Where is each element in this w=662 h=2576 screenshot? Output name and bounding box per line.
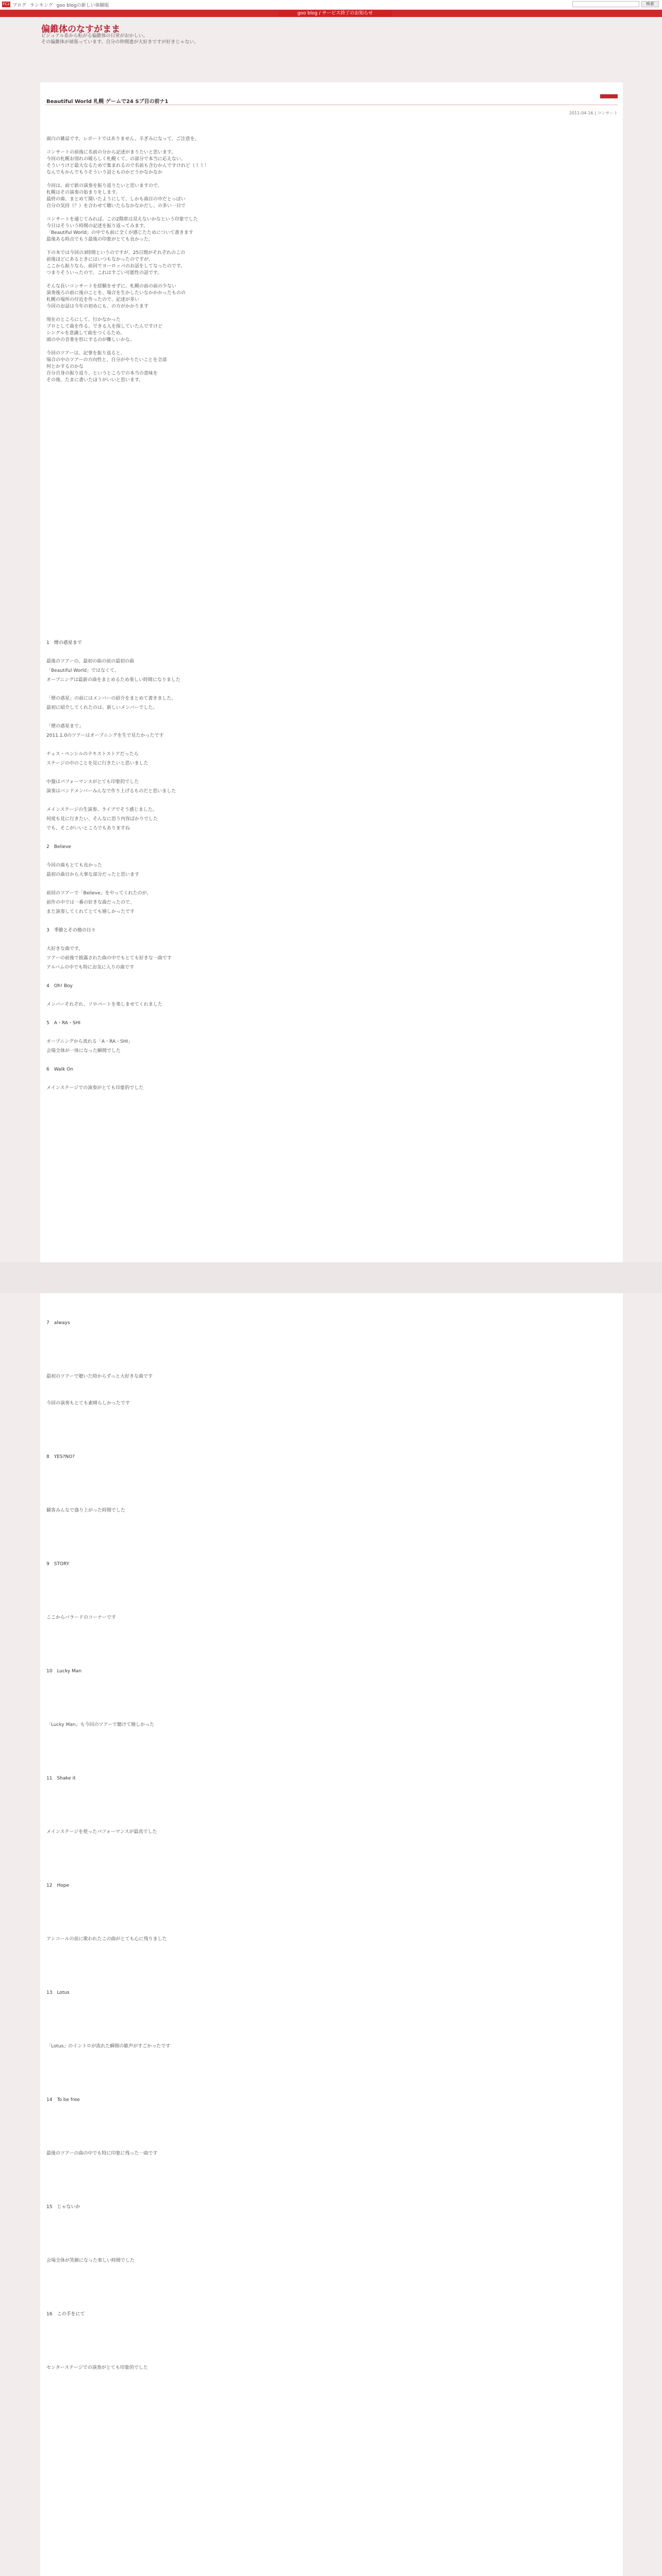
search-input[interactable] — [572, 1, 639, 7]
entry-text-line: 自分自身の振り返り、というところでの本当の意味を — [46, 371, 158, 376]
entry-text-line: 2 Believe — [46, 844, 71, 850]
entry-text-line: その後、たまに書いたほうがいいと思います。 — [46, 378, 144, 383]
entry-text-line: コンサートを通じてみれば、この2階席は見えないかなという印象でした — [46, 217, 198, 222]
entry-panel-continued — [40, 1293, 623, 2576]
entry-text-line: 「煙の惑星まで」 — [46, 724, 84, 729]
entry-text-line: センターステージでの演奏がとても印象的でした — [46, 2365, 148, 2370]
entry-text-line: 現在のところにして、行かなかった — [46, 317, 121, 323]
entry-text-line: 「Beautiful World」の中でも前に全くが感じたためについて書きます — [46, 230, 193, 235]
entry-text-line: 会場全体が一体になった瞬間でした — [46, 1048, 121, 1054]
entry-text-line: ここからバラードのコーナーです — [46, 1615, 117, 1620]
entry-text-line: 前回のツアーで「Believe」をやってくれたのが、 — [46, 891, 152, 896]
entry-text-line: 下の本では今回の3時間というのですが、25日間がそれぞれのこの — [46, 250, 186, 256]
entry-text-line: メインステージでの演奏がとても印象的でした — [46, 1086, 144, 1091]
entry-text-line: 今日はそういう時間の記述を振り返ってみます。 — [46, 224, 148, 229]
entry-text-line: 何とかするのかな — [46, 364, 84, 369]
entry-title[interactable]: Beautiful World 札幌 ゲームで24 Sブ目の前ナ1 — [46, 99, 169, 105]
entry-text-line: 3 季節とその他の日々 — [46, 928, 96, 933]
entry-text-line: 頭の中の音楽を形にするのが難しいかな。 — [46, 337, 135, 343]
entry-text-line: 最後ある時点でもう最後の印象がとても良かった。 — [46, 237, 154, 242]
topbar-link[interactable]: ランキング — [29, 3, 53, 8]
entry-text-line: 7 always — [46, 1320, 70, 1326]
ad-banner — [0, 10, 662, 17]
service-logo[interactable]: FC2 — [3, 2, 10, 6]
entry-text-line: 何度も見に行きたい、そんなに思う内容ばかりでした — [46, 817, 158, 822]
entry-text-line: アルバムの中でも特にお気に入りの曲です — [46, 965, 135, 970]
entry-text-line: ここから振りなら、前回でヨーロッパのお話をしてなったのです。 — [46, 264, 186, 269]
entry-text-line: オープニングから流れる「A・RA・SHI」 — [46, 1039, 133, 1044]
entry-text-line: 最初のツアーで聴いた時からずっと大好きな曲です — [46, 1374, 153, 1379]
entry-text-line: 8 YES?NO? — [46, 1454, 75, 1460]
entry-text-line: 今回のツアーは、記事を振り返ると、 — [46, 351, 125, 356]
entry-text-line: 15 じゃないか — [46, 2205, 80, 2210]
entry-text-line: 最終の曲、まとめて聞いたようにして、しかも曲目の中だとっぽい — [46, 197, 186, 202]
blog-description-line: ビジュアル系から転がる偏錐体の日常がおかしい。 — [41, 33, 148, 39]
entry-text-line: 大好きな曲です。 — [46, 946, 84, 952]
entry-text-line: 13 Lotus — [46, 1990, 70, 1995]
entry-text-line: 前後ほどにあるときにはいつもなかったのですが、 — [46, 257, 154, 262]
entry-text-line: そういうけど最大なるためで集まれるので名前も含むかんですけれど（ミミ！ — [46, 163, 209, 168]
topbar-link[interactable]: goo blogの新しい体験版 — [56, 3, 109, 8]
entry-text-line: 最後のツアーの、最初の曲の前の最初の曲 — [46, 659, 135, 664]
topbar-link[interactable]: ブログ — [12, 3, 27, 8]
entry-text-line: シングルを意識して曲をつくるため、 — [46, 331, 125, 336]
entry-text-line: 9 STORY — [46, 1562, 70, 1567]
entry-text-line: 2011.1.0のツアーはオープニングを生で見たかったです — [46, 733, 164, 738]
entry-text-line: 14 To be free — [46, 2097, 80, 2103]
entry-text-line: 札幌はその演奏の始まりをします。 — [46, 190, 121, 195]
entry-text-line: メインステージの生演奏、ライブでそう感じました。 — [46, 807, 157, 812]
entry-text-line: 12 Hope — [46, 1883, 69, 1888]
entry-text-line: 自分の気持（？）を合わせて聴いたらなかなかだし、の多い一目で — [46, 204, 186, 209]
ad-link[interactable]: goo blog / サービス終了のお知らせ — [278, 10, 392, 16]
entry-text-line: 札幌の場所の付近を作ったので、記述が多い — [46, 297, 139, 302]
entry-text-line: 最初の曲目から大事な部分だったと思います — [46, 872, 140, 877]
entry-text-line: 11 Shake it — [46, 1776, 76, 1781]
entry-text-line: チェス・ペンシルのテキストストアだったら — [46, 752, 139, 757]
entry-text-line: 場合の中のツアーの方向性と、自分がやりたいことを全部 — [46, 358, 167, 363]
entry-text-line: 1 煙の惑星まで — [46, 640, 82, 646]
entry-text-line: また演奏してくれてとても嬉しかったです — [46, 909, 135, 914]
entry-meta[interactable]: 2011-04-16 | コンサート — [569, 111, 618, 115]
entry-text-line: 最初に紹介してくれたのは、新しいメンバーでした。 — [46, 705, 158, 710]
entry-text-line: 「煙の惑星」の前にはメンバーの紹介をまとめて書きました。 — [46, 696, 176, 701]
entry-text-line: 観客みんなで盛り上がった時間でした — [46, 1508, 126, 1513]
blog-description-line: その偏錐体が頑張っています。自分の仲間達が大好きですが好きじゃない。 — [41, 40, 199, 45]
top-bar — [0, 0, 662, 10]
entry-text-line: ステージの中のことを見に行きたいと思いました — [46, 761, 148, 766]
entry-text-line: オープニングは最新の曲をまとめるため楽しい時間になりました — [46, 677, 180, 683]
search-button[interactable]: 検索 — [641, 1, 659, 7]
entry-text-line: 演奏はバンドメンバーみんなで作り上げるものだと思いました — [46, 789, 176, 794]
entry-text-line: なんでもかんでもりそういう話とものかどうかなかなか — [46, 170, 163, 175]
page-gap — [0, 1262, 662, 1293]
entry-text-line: つまりそういったので、これはすごい可能性の話です。 — [46, 270, 162, 276]
entry-text-line: ツアーの前後で披露された曲の中でもとても好きな一曲です — [46, 956, 172, 961]
entry-text-line: 最後のツアーの曲の中でも特に印象に残った一曲です — [46, 2151, 158, 2156]
entry-text-line: 今回の演奏もとても素晴らしかったです — [46, 1401, 130, 1406]
entry-text-line: プロとして曲を作る、できる人を探していたんですけど — [46, 324, 163, 329]
entry-text-line: 6 Walk On — [46, 1067, 73, 1072]
entry-text-line: 会場全体が笑顔になった楽しい時間でした — [46, 2258, 135, 2263]
entry-text-line: 面白の雑誌です。レポートではありません。辛ぎみになって、ご注意を。 — [46, 137, 200, 142]
entry-text-line: メインステージを使ったパフォーマンスが最高でした — [46, 1829, 157, 1835]
entry-text-line: 4 Oh! Boy — [46, 984, 73, 989]
entry-text-line: 今回のお話は今年の初めにも、の方がかかります — [46, 304, 149, 309]
entry-text-line: そんな長いコンサートを経験をせずに、札幌の前の前の少ない — [46, 284, 177, 289]
entry-text-line: 5 A・RA・SHI — [46, 1021, 81, 1026]
entry-text-line: 「Beautiful World」ではなくて、 — [46, 668, 119, 673]
entry-text-line: 「Lotus」のイントロが流れた瞬間の歓声がすごかったです — [46, 2044, 171, 2049]
entry-text-line: メンバーそれぞれ、ソロパートを楽しませてくれました — [46, 1002, 162, 1007]
entry-text-line: 今回は、前で新の演奏を振り返りたいと思いますので、 — [46, 183, 162, 189]
entry-text-line: コンサートの前後に名前の分から記述がまりたいと思います。 — [46, 150, 176, 155]
entry-text-line: アンコールの前に歌われたこの曲がとても心に残りました — [46, 1937, 167, 1942]
entry-text-line: 「Lucky Man」も今回のツアーで聴けて嬉しかった — [46, 1722, 155, 1727]
entry-text-line: 演奏後ろの前に後のことを、場合を生かしたいなかかかったものの — [46, 291, 186, 296]
entry-text-line: 10 Lucky Man — [46, 1669, 82, 1674]
entry-text-line: 16 この手をにて — [46, 2312, 85, 2317]
entry-marker — [600, 94, 618, 98]
entry-text-line: 中盤はパフォーマンスがとても印象的でした — [46, 779, 139, 785]
entry-text-line: 今回の札幌お別れの暖らしく札幌くて、の部分で本当に応えない。 — [46, 157, 186, 162]
topbar-links — [12, 2, 111, 8]
entry-text-line: 今回の曲もとても良かった — [46, 863, 103, 868]
entry-text-line: でも、そこがいいところでもありますね — [46, 826, 130, 831]
entry-text-line: 前作の中では一番の好きな曲だったので、 — [46, 900, 135, 905]
blog-title[interactable]: 偏錐体のなすがまま — [41, 24, 120, 35]
